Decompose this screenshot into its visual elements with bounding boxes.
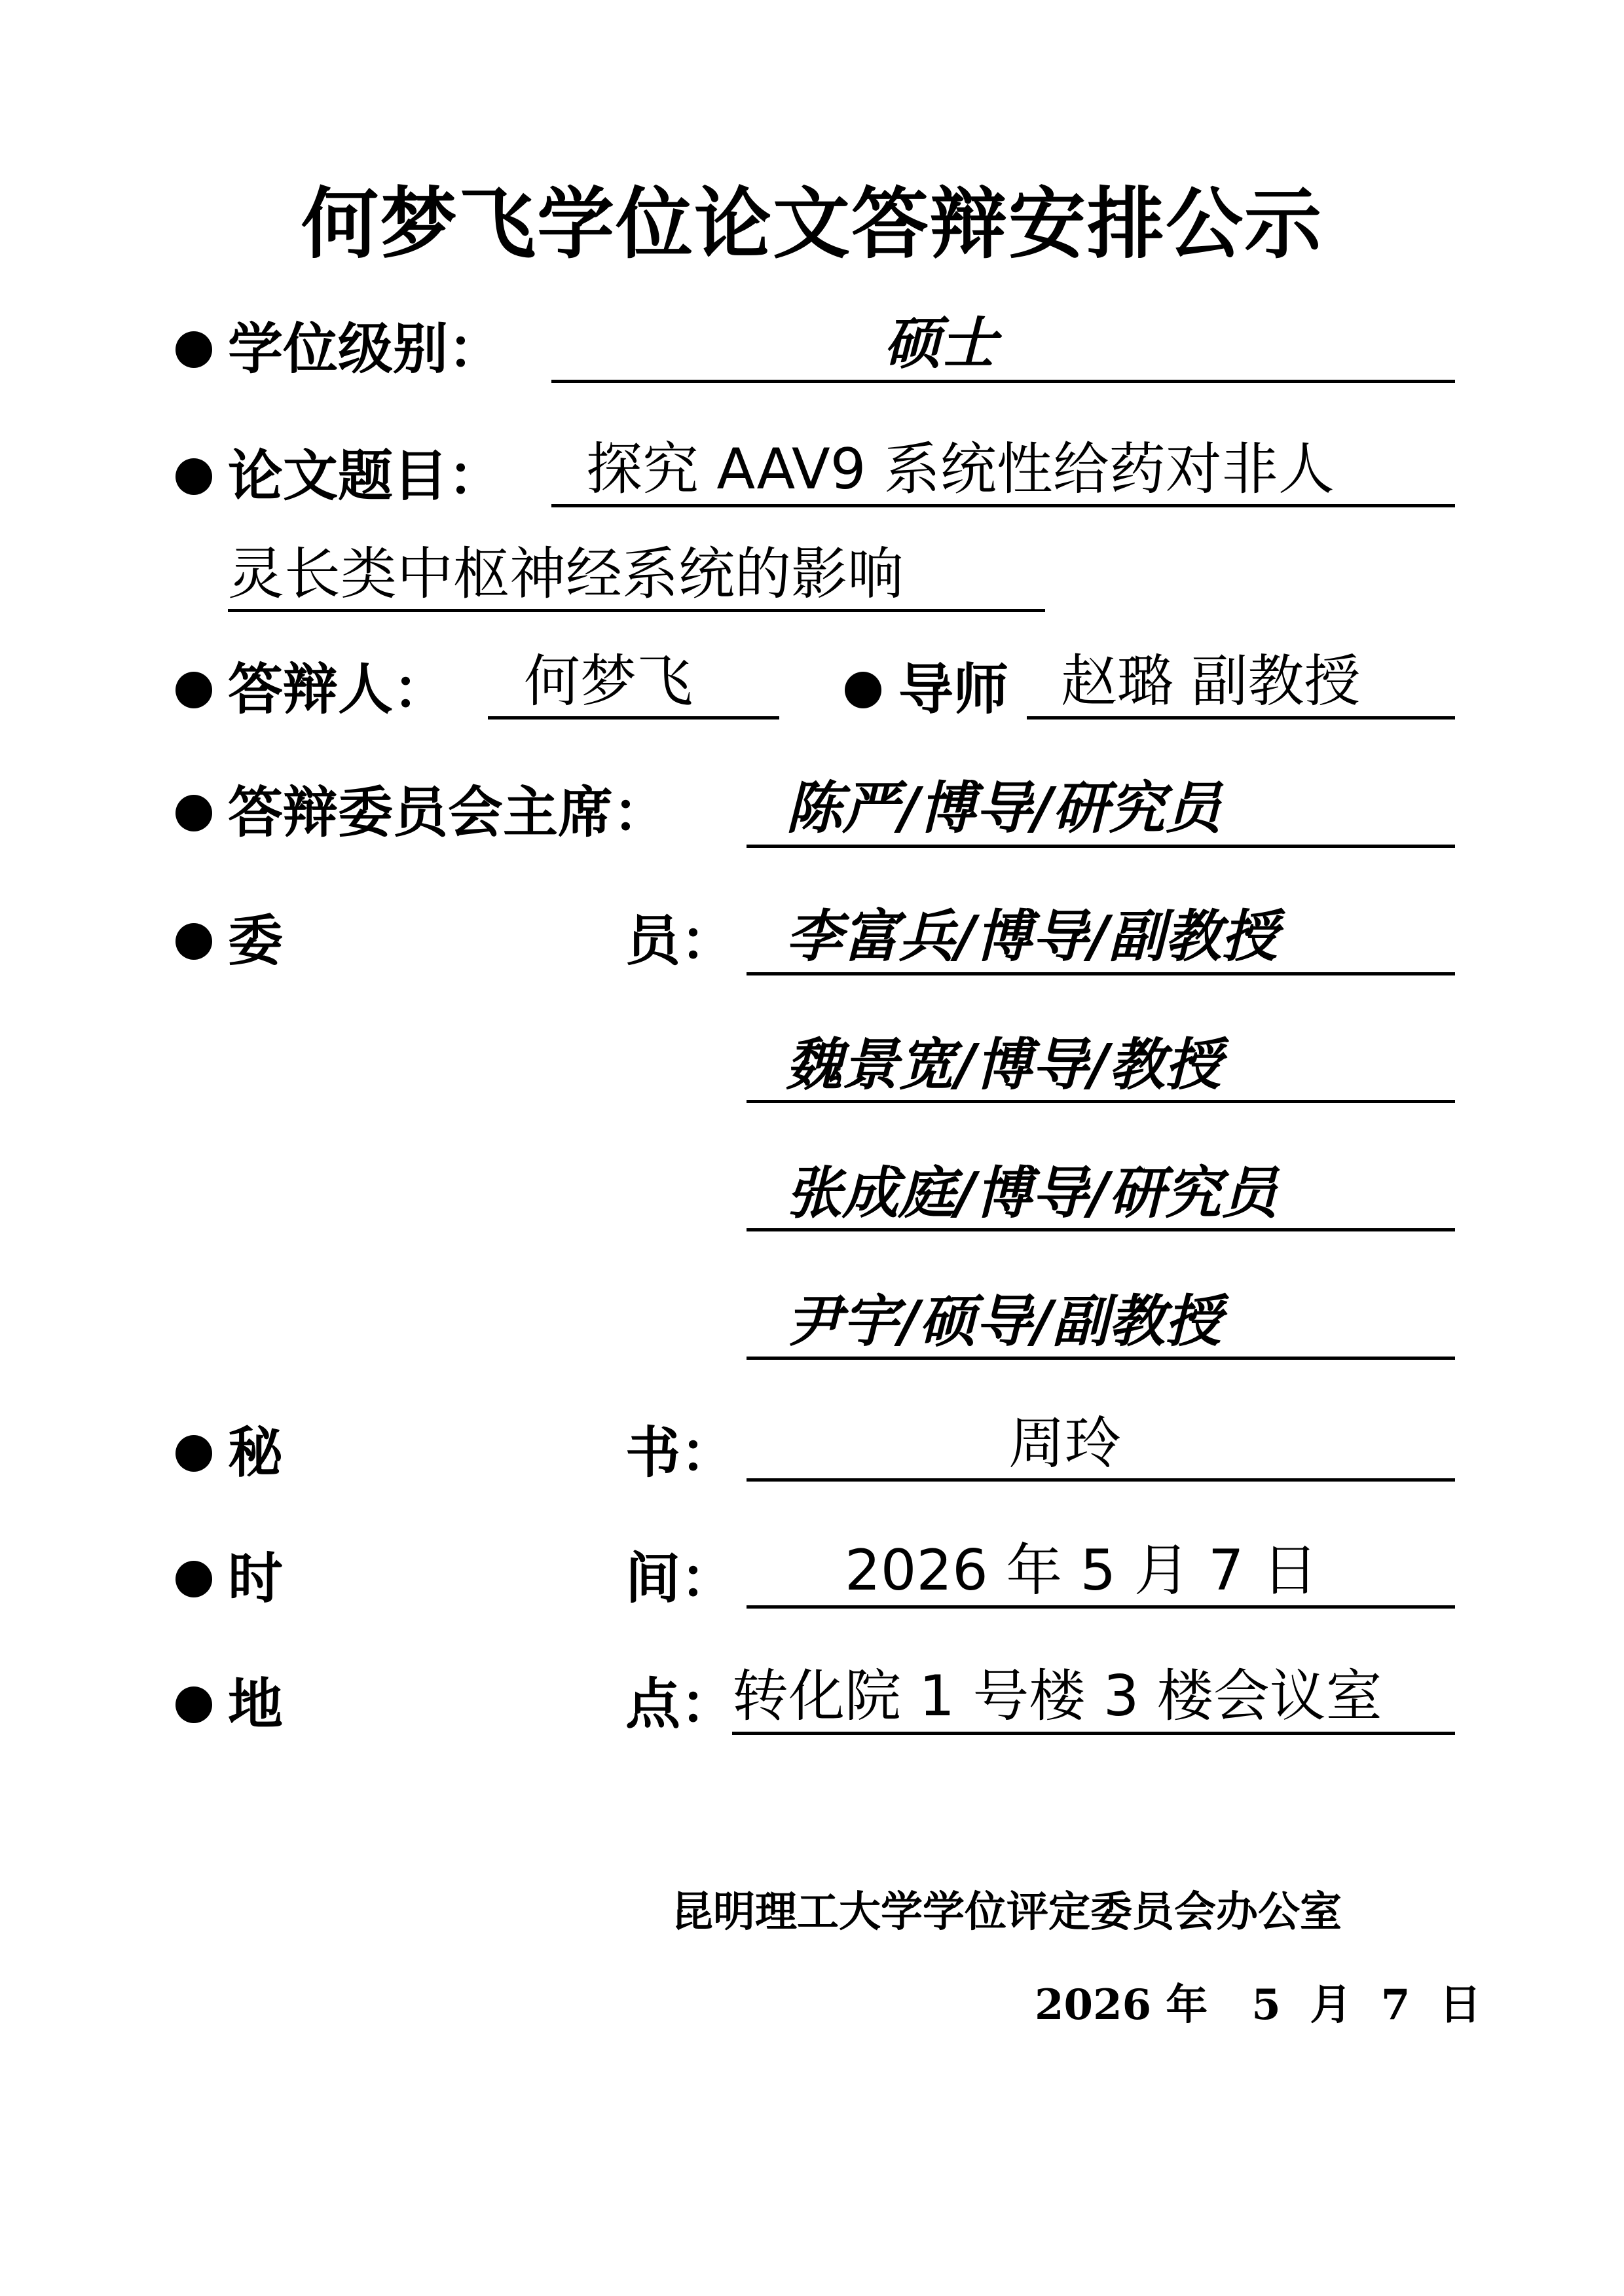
chair-label: 答辩委员会主席： — [228, 780, 669, 845]
secretary-value: 周玲 — [1008, 1411, 1121, 1476]
bullet-icon — [175, 672, 212, 708]
member-item: 魏景宽/博导/教授 — [786, 1032, 1221, 1098]
place-value: 转化院 1 号楼 3 楼会议室 — [732, 1664, 1382, 1729]
issuing-office: 昆明理工大学学位评定委员会办公室 — [671, 1887, 1342, 1937]
members-label-left: 委 — [228, 908, 284, 973]
time-value: 2026 年 5 月 7 日 — [845, 1538, 1318, 1603]
candidate-label: 答辩人： — [228, 657, 449, 721]
time-label-left: 时 — [228, 1546, 284, 1611]
chair-underline — [747, 845, 1455, 848]
place-label-right: 点： — [625, 1671, 736, 1736]
members-label-right: 员： — [625, 908, 736, 973]
time-label-right: 间： — [625, 1546, 736, 1611]
advisor-value: 赵璐 副教授 — [1061, 649, 1361, 714]
bullet-icon — [845, 672, 881, 708]
thesis-title-line1: 探究 AAV9 系统性给药对非人 — [586, 437, 1335, 502]
member-item: 李富兵/博导/副教授 — [786, 903, 1278, 970]
bullet-icon — [175, 458, 212, 495]
degree-value: 硕士 — [884, 310, 997, 376]
chair-value: 陈严/博导/研究员 — [786, 775, 1221, 841]
bullet-icon — [175, 923, 212, 960]
member-item: 张成庭/博导/研究员 — [786, 1160, 1278, 1226]
thesis-label: 论文题目： — [228, 443, 504, 508]
bullet-icon — [175, 331, 212, 368]
page-title: 何梦飞学位论文答辩安排公示 — [301, 179, 1323, 269]
degree-label: 学位级别： — [228, 316, 504, 381]
secretary-label-left: 秘 — [228, 1420, 284, 1485]
advisor-label: 导师 — [898, 657, 1009, 721]
candidate-value: 何梦飞 — [524, 649, 693, 714]
member-item: 尹宇/硕导/副教授 — [786, 1288, 1221, 1355]
bullet-icon — [175, 1435, 212, 1472]
bullet-icon — [175, 1686, 212, 1723]
place-label-left: 地 — [228, 1671, 284, 1736]
bullet-icon — [175, 795, 212, 831]
issue-date: 2026 年 5 月 7 日 — [1035, 1980, 1481, 2030]
bullet-icon — [175, 1561, 212, 1597]
thesis-title-line2: 灵长类中枢神经系统的影响 — [228, 541, 904, 607]
secretary-label-right: 书： — [625, 1420, 736, 1485]
degree-underline — [551, 380, 1455, 383]
